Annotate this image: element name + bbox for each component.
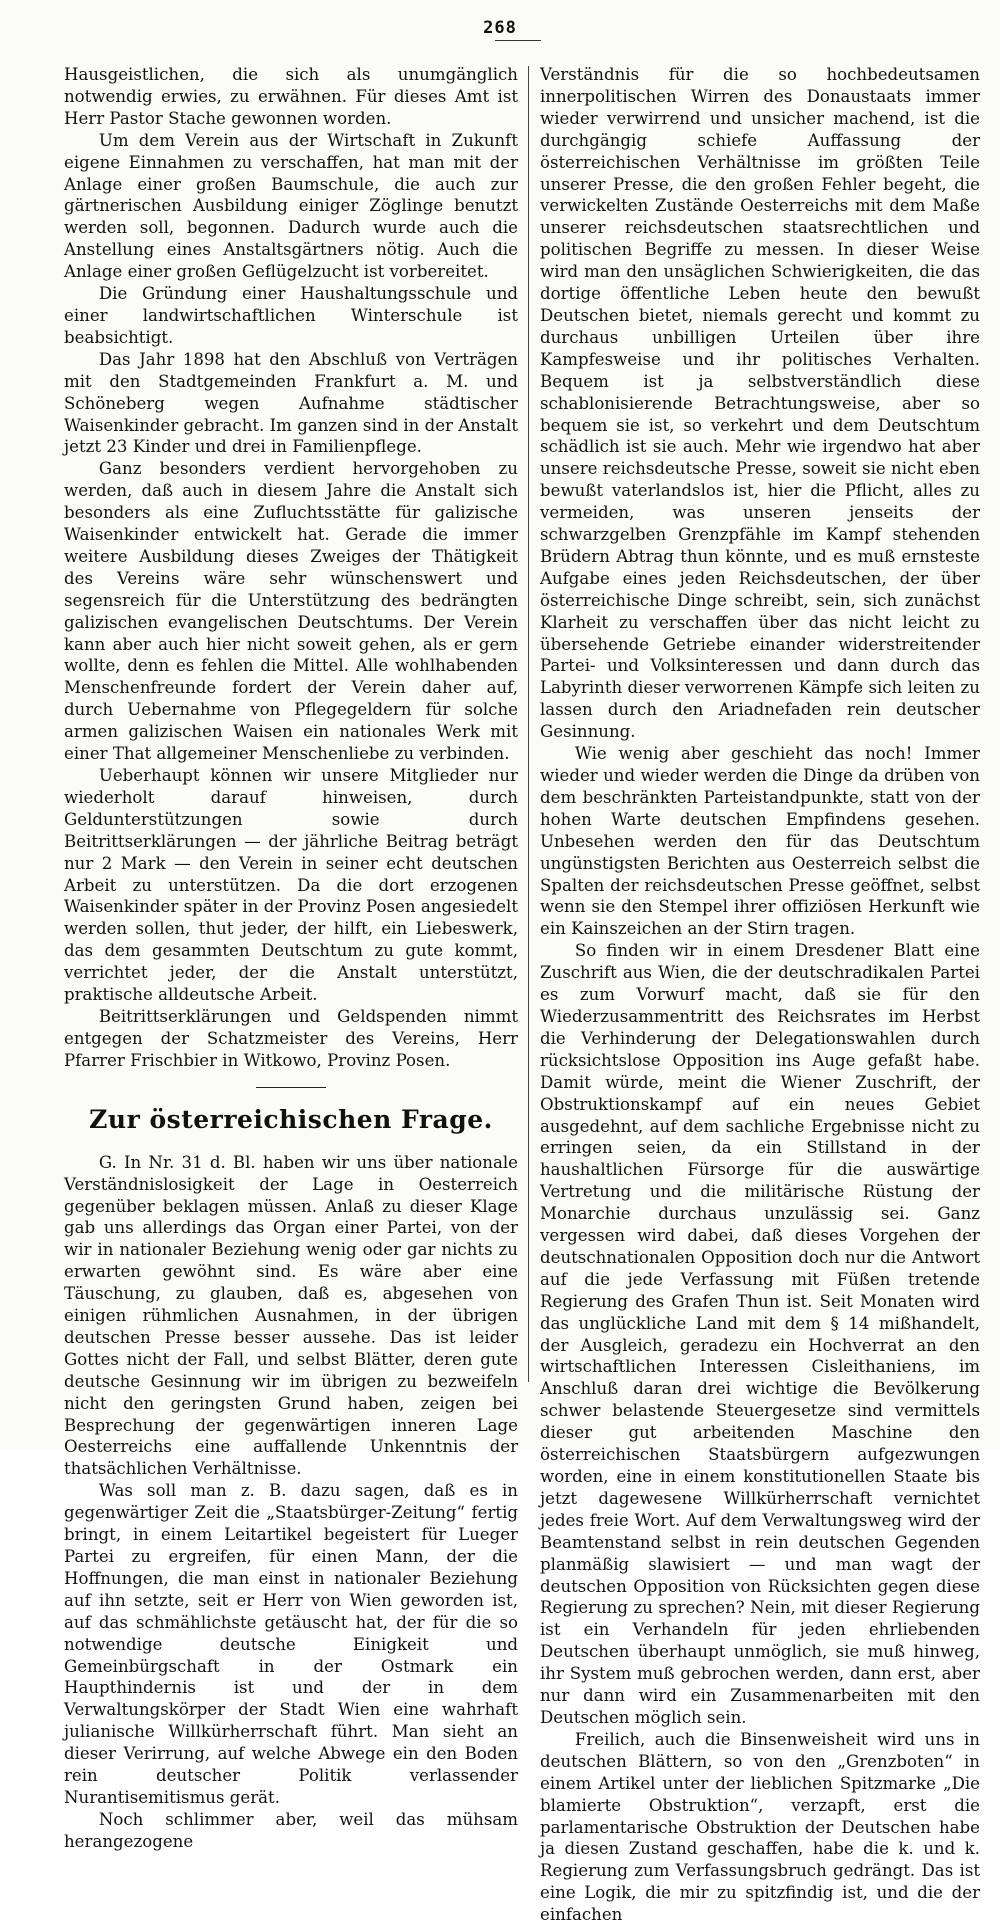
- right-column: [540, 64, 980, 1925]
- article-heading: Zur österreichischen Frage.: [89, 1104, 493, 1134]
- paragraph: Wie wenig aber geschieht das noch! Immer wieder und wieder werden die Dinge da drüben von dem beschränkten Parteistandpunkte, statt von der hohen Warte deutschen Empfindens gesehen. Unbesehen werden den für das Deutschtum ungünstigsten Berichten aus Oesterreich selbst die Spalten der reichsdeutschen Presse geöffnet, selbst wenn sie den Stempel ihrer offiziösen Herkunft wie ein Kainszeichen an der Stirn tragen.: [540, 744, 980, 939]
- page-number: 268: [483, 18, 517, 38]
- column-divider: [528, 66, 529, 1382]
- page-number-rule: [495, 40, 541, 41]
- paragraph: So finden wir in einem Dresdener Blatt eine Zuschrift aus Wien, die der deutschradikalen Partei es zum Vorwurf macht, daß sie für den Wiederzusammentritt des Reichsrates im Herbst die Verhinderung der Delegationswahlen durch rücksichtslose Opposition ins Auge gefaßt habe. Damit würde, meint die Wiener Zuschrift, der Obstruktionskampf auf ein neues Gebiet ausgedehnt, auf dem sachliche Ergebnisse nicht zu erringen seien, da ein Stillstand in der haushaltlichen Fürsorge für die auswärtige Vertretung und die militärische Rüstung der Monarchie durchaus unzulässig sei. Ganz vergessen wird dabei, daß dieses Vorgehen der deutschnationalen Opposition doch nur die Antwort auf die jede Verfassung mit Füßen tretende Regierung des Grafen Thun ist. Seit Monaten wird das unglückliche Land mit dem § 14 mißhandelt, der Ausgleich, geradezu ein Hochverrat an den wirtschaftlichen Interessen Cisleithaniens, im Anschluß daran drei wichtige die Bevölkerung schwer belastende Steuergesetze sind vermittels dieser gut arbeitenden Maschine den österreichischen Staatsbürgern aufgezwungen worden, eine in einem konstitutionellen Staate bis jetzt dagewesene Willkürherrschaft vernichtet jedes freie Wort. Auf dem Verwaltungsweg wird der Beamtenstand selbst in rein deutschen Gegenden planmäßig slawisiert — und man wagt der deutschen Opposition von Rücksichten gegen diese Regierung zu sprechen? Nein, mit dieser Regierung ist ein Verhandeln für jeden ehrliebenden Deutschen überhaupt unmöglich, sie muß hinweg, ihr System muß gebrochen werden, dann erst, aber nur dann wird ein Zusammenarbeiten mit den Deutschen möglich sein.: [540, 941, 980, 1727]
- section-divider: [256, 1087, 326, 1088]
- paragraph: Beitrittserklärungen und Geldspenden nimmt entgegen der Schatzmeister des Vereins, Herr Pfarrer Frischbier in Witkowo, Provinz Posen.: [64, 1006, 518, 1070]
- paragraph: Ganz besonders verdient hervorgehoben zu werden, daß auch in diesem Jahre die Anstalt sich besonders als eine Zufluchtsstätte für galizische Waisenkinder entwickelt hat. Gerade die immer weitere Ausbildung dieses Zweiges der Thätigkeit des Vereins wäre sehr wünschenswert und segensreich für die Unterstützung des bedrängten galizischen evangelischen Deutschtums. Der Verein kann aber auch hier nicht soweit gehen, als er gern wollte, denn es fehlen die Mittel. Alle wohlhabenden Menschenfreunde fordert der Verein daher auf, durch Uebernahme von Pflegegeldern für solche armen galizischen Waisen ein nationales Werk mit einer That allgemeiner Menschenliebe zu verbinden.: [64, 459, 518, 764]
- paragraph: Um dem Verein aus der Wirtschaft in Zukunft eigene Einnahmen zu verschaffen, hat man mit der Anlage einer großen Baumschule, die auch zur gärtnerischen Ausbildung einiger Zöglinge benutzt werden soll, begonnen. Dadurch wurde auch die Anstellung eines Anstaltsgärtners nötig. Auch die Anlage einer großen Geflügelzucht ist vorbereitet.: [64, 130, 518, 282]
- paragraph: Noch schlimmer aber, weil das mühsam herangezogene: [64, 1809, 518, 1851]
- paragraph: Das Jahr 1898 hat den Abschluß von Verträgen mit den Stadtgemeinden Frankfurt a. M. und Schöneberg wegen Aufnahme städtischer Waisenkinder gebracht. Im ganzen sind in der Anstalt jetzt 23 Kinder und drei in Familienpflege.: [64, 349, 518, 457]
- paragraph: Freilich, auch die Binsenweisheit wird uns in deutschen Blättern, so von den „Grenzboten“ in einem Artikel unter der lieblichen Spitzmarke „Die blamierte Obstruktion“, verzapft, erst die parlamentarische Obstruktion der Deutschen habe ja diesen Zustand geschaffen, habe die k. und k. Regierung zum Verfassungsbruch gedrängt. Das ist eine Logik, die mir zu spitzfindig ist, und die der einfachen: [540, 1729, 980, 1925]
- paragraph: Hausgeistlichen, die sich als unumgänglich notwendig erwies, zu erwähnen. Für dieses Amt ist Herr Pastor Stache gewonnen worden.: [64, 65, 518, 128]
- left-column: [64, 64, 518, 1851]
- paragraph: G. In Nr. 31 d. Bl. haben wir uns über nationale Verständnislosigkeit der Lage in Oesterreich gegenüber beklagen müssen. Anlaß zu dieser Klage gab uns allerdings das Organ einer Partei, von der wir in nationaler Beziehung wenig oder gar nichts zu erwarten gewöhnt sind. Es wäre aber eine Täuschung, zu glauben, daß es, abgesehen von einigen rühmlichen Ausnahmen, in der übrigen deutschen Presse besser aussehe. Das ist leider Gottes nicht der Fall, und selbst Blätter, deren gute deutsche Gesinnung wir im übrigen zu bezweifeln nicht den geringsten Grund haben, zeigen bei Besprechung der gegenwärtigen inneren Lage Oesterreichs eine auffallende Unkenntnis der thatsächlichen Verhältnisse.: [64, 1152, 518, 1479]
- paragraph: Ueberhaupt können wir unsere Mitglieder nur wiederholt darauf hinweisen, durch Geldunterstützungen sowie durch Beitrittserklärungen — der jährliche Beitrag beträgt nur 2 Mark — den Verein in seiner echt deutschen Arbeit zu unterstützen. Da die dort erzogenen Waisenkinder später in der Provinz Posen angesiedelt werden sollen, thut jeder, der hilft, ein Liebeswerk, das dem gesammten Deutschtum zu gute kommt, verrichtet jeder, der die Anstalt unterstützt, praktische alldeutsche Arbeit.: [64, 766, 518, 1005]
- paragraph: Was soll man z. B. dazu sagen, daß es in gegenwärtiger Zeit die „Staatsbürger-Zeitung“ fertig bringt, in einem Leitartikel begeistert für Lueger Partei zu ergreifen, für einen Mann, der die Hoffnungen, die man einst in nationaler Beziehung auf ihn setzte, seit er Herr von Wien geworden ist, auf das schmählichste getäuscht hat, der für die so notwendige deutsche Einigkeit und Gemeinbürgschaft in der Ostmark ein Haupthindernis ist und der in dem Verwaltungskörper der Stadt Wien eine wahrhaft julianische Willkürherrschaft führt. Man sieht an dieser Verirrung, auf welche Abwege ein den Boden rein deutscher Politik verlassender Nurantisemitismus gerät.: [64, 1481, 518, 1807]
- paragraph: Die Gründung einer Haushaltungsschule und einer landwirtschaftlichen Winterschule ist beabsichtigt.: [64, 284, 518, 347]
- paragraph: Verständnis für die so hochbedeutsamen innerpolitischen Wirren des Donaustaats immer wieder verwirrend und unsicher machend, ist die durchgängig schiefe Auffassung der österreichischen Verhältnisse im größten Teile unserer Presse, die den großen Fehler begeht, die verwickelten Zustände Oesterreichs mit dem Maße unserer reichsdeutschen staatsrechtlichen und politischen Begriffe zu messen. In dieser Weise wird man den unsäglichen Schwierigkeiten, die das dortige öffentliche Leben heute den bewußt Deutschen bietet, niemals gerecht und kommt zu durchaus unbilligen Urteilen über ihre Kampfesweise und ihr politisches Verhalten. Bequem ist ja selbstverständlich diese schablonisierende Betrachtungsweise, aber so bequem sie ist, so verkehrt und dem Deutschtum schädlich ist sie auch. Mehr wie irgendwo hat aber unsere reichsdeutsche Presse, soweit sie nicht eben bewußt vaterlandslos ist, hier die Pflicht, alles zu vermeiden, was unseren jenseits der schwarzgelben Grenzpfähle im Kampf stehenden Brüdern Abtrag thun könnte, und es muß ernsteste Aufgabe eines jeden Reichsdeutschen, der über österreichische Dinge schreibt, sein, sich zunächst Klarheit zu verschaffen über das nicht leicht zu übersehende Getriebe einander widerstreitender Partei- und Volksinteressen und dann durch das Labyrinth dieser verworrenen Kämpfe sich leiten zu lassen durch den Ariadnefaden rein deutscher Gesinnung.: [540, 65, 980, 742]
